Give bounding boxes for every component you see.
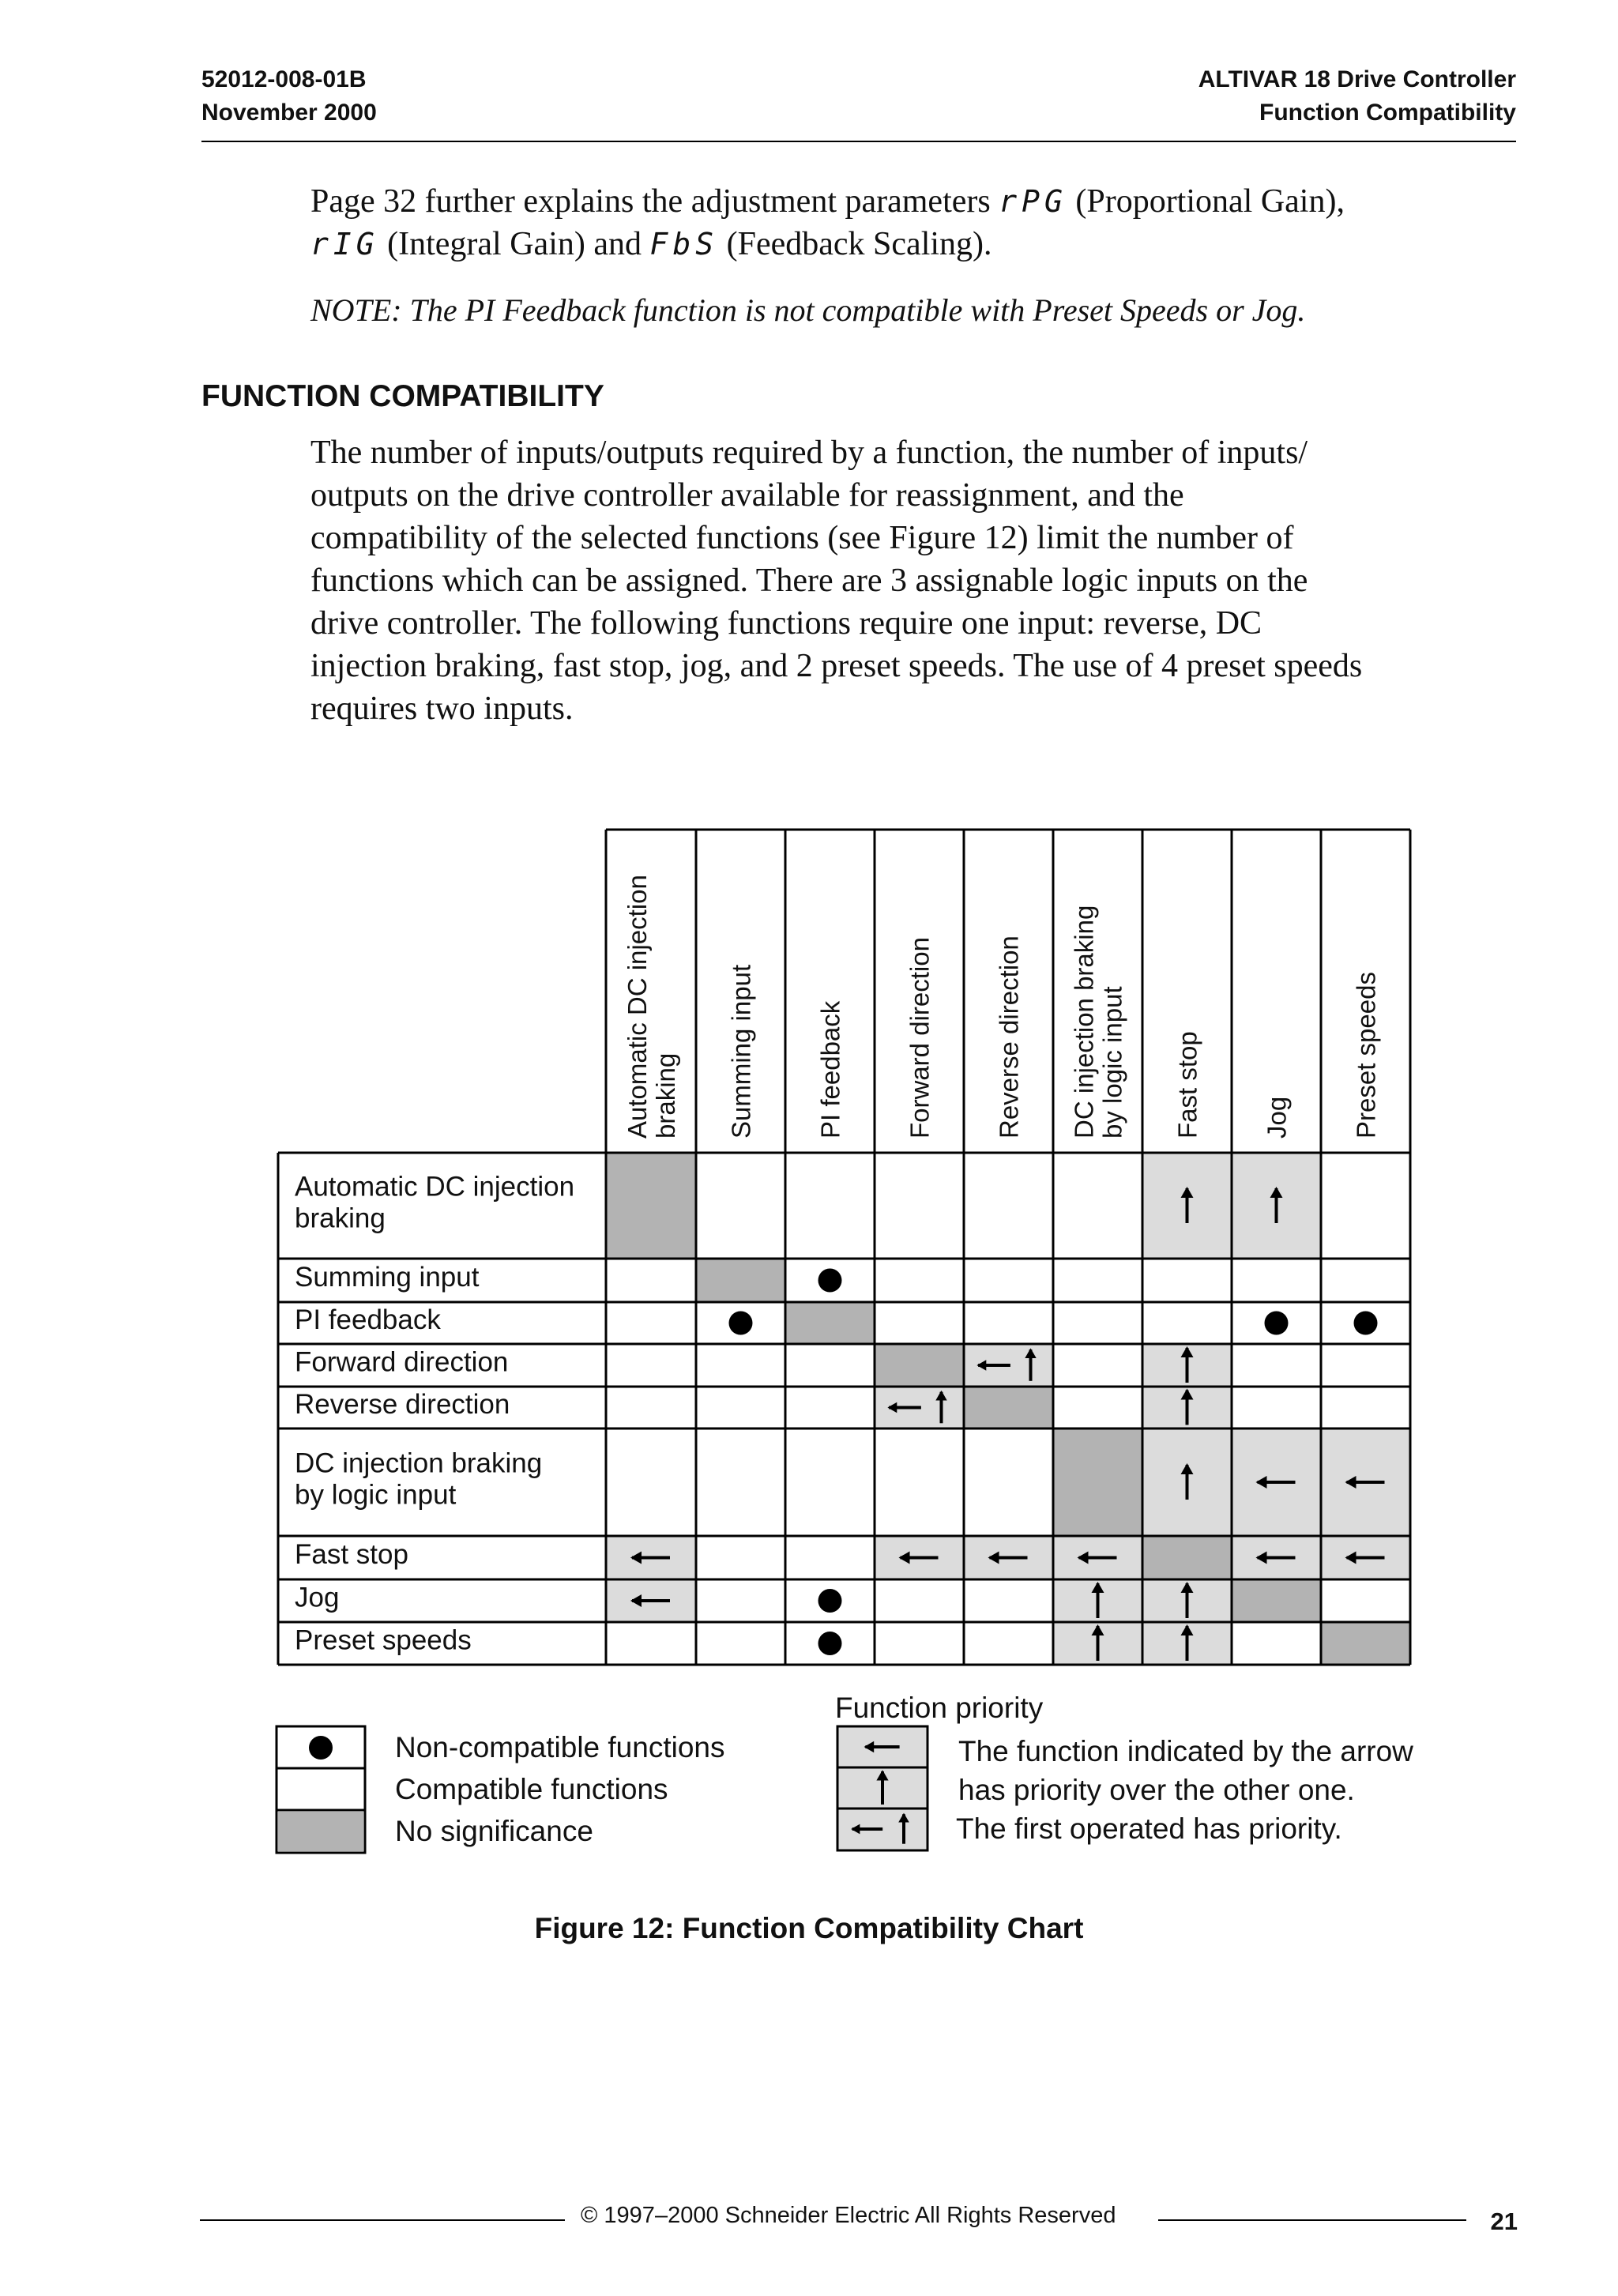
footer-rule-left [200, 2219, 565, 2221]
cell-no-significance [964, 1387, 1053, 1428]
column-label: Forward direction [905, 937, 935, 1139]
body-line: The number of inputs/outputs required by a function, the number of inputs/ [310, 435, 1308, 471]
legend-label-noncompatible: Non-compatible functions [395, 1730, 725, 1763]
priority-title: Function priority [835, 1691, 1044, 1724]
matrix-fills [606, 1153, 1410, 1665]
column-label: Automatic DC injection [623, 875, 652, 1139]
column-label: Fast stop [1172, 1031, 1202, 1139]
legend [277, 1692, 1413, 1853]
doc-date: November 2000 [201, 100, 377, 126]
body-line: functions which can be assigned. There are 3 assignable logic inputs on the [310, 563, 1308, 599]
cell-no-significance [875, 1344, 964, 1387]
matrix-cell-mark [729, 1312, 753, 1335]
product-name: ALTIVAR 18 Drive Controller [1198, 66, 1516, 92]
intro-text-1: Page 32 further explains the adjustment parameters [310, 183, 999, 220]
matrix-cell-mark [818, 1589, 842, 1613]
cell-no-significance [696, 1259, 785, 1302]
footer-rule-right [1158, 2219, 1466, 2221]
cell-no-significance [606, 1153, 696, 1259]
row-label: PI feedback [295, 1304, 441, 1335]
legend-dot-icon [309, 1736, 333, 1760]
matrix-cell-mark [818, 1632, 842, 1655]
body-line: injection braking, fast stop, jog, and 2 preset speeds. The use of 4 preset speeds [310, 648, 1363, 684]
cell-no-significance [1142, 1536, 1232, 1579]
row-label: DC injection braking [295, 1447, 543, 1479]
row-label: Fast stop [295, 1538, 408, 1570]
body-line: requires two inputs. [310, 691, 574, 727]
cell-no-significance [1321, 1622, 1410, 1665]
section-name: Function Compatibility [1259, 100, 1516, 126]
column-label: Preset speeds [1351, 972, 1381, 1139]
priority-line-3: The first operated has priority. [956, 1812, 1342, 1845]
legend-label-compatible: Compatible functions [395, 1772, 668, 1805]
column-label: Reverse direction [994, 935, 1024, 1139]
param-fbs: FbS [649, 227, 719, 262]
row-label: braking [295, 1203, 386, 1234]
row-label: Preset speeds [295, 1624, 472, 1656]
dot-icon [729, 1312, 753, 1335]
column-label: PI feedback [815, 1000, 845, 1139]
intro-text-4: (Feedback Scaling). [718, 226, 992, 262]
section-title: FUNCTION COMPATIBILITY [201, 379, 604, 413]
legend-label-nosignificance: No significance [395, 1814, 593, 1847]
column-labels [623, 875, 1381, 1139]
matrix-cell-mark [818, 1269, 842, 1293]
priority-line-1: The function indicated by the arrow [958, 1734, 1413, 1767]
row-labels [295, 1171, 574, 1655]
doc-number: 52012-008-01B [201, 66, 367, 92]
column-label: braking [651, 1052, 680, 1139]
figure-caption: Figure 12: Function Compatibility Chart [534, 1912, 1084, 1944]
cell-no-significance [785, 1302, 875, 1344]
column-label: Jog [1262, 1096, 1292, 1139]
dot-icon [818, 1589, 842, 1613]
matrix-cell-mark [1265, 1312, 1289, 1335]
dot-icon [818, 1632, 842, 1655]
row-label: Automatic DC injection [295, 1171, 575, 1203]
footer-copyright: © 1997–2000 Schneider Electric All Rights Reserved [581, 2203, 1116, 2228]
row-label: Jog [295, 1582, 340, 1613]
row-label: Forward direction [295, 1346, 509, 1378]
cell-no-significance [1053, 1428, 1142, 1536]
note-text: NOTE: The PI Feedback function is not compatible with Preset Speeds or Jog. [310, 292, 1306, 328]
column-label: Summing input [726, 964, 756, 1139]
body-line: outputs on the drive controller available for reassignment, and the [310, 477, 1184, 514]
intro-text-3: (Integral Gain) and [378, 226, 650, 262]
dot-icon [1354, 1312, 1378, 1335]
priority-line-2: has priority over the other one. [958, 1773, 1355, 1806]
row-label: Summing input [295, 1261, 480, 1293]
body-line: drive controller. The following functions require one input: reverse, DC [310, 605, 1262, 642]
column-label: by logic input [1097, 986, 1127, 1139]
intro-text-2: (Proportional Gain), [1067, 183, 1345, 220]
cell-no-significance [1232, 1579, 1321, 1622]
param-rpg: rPG [999, 184, 1067, 219]
page-number: 21 [1490, 2208, 1518, 2235]
body-line: compatibility of the selected functions (see Figure 12) limit the number of [310, 520, 1294, 556]
matrix-cell-mark [1354, 1312, 1378, 1335]
row-label: by logic input [295, 1479, 457, 1511]
row-label: Reverse direction [295, 1388, 510, 1420]
dot-icon [818, 1269, 842, 1293]
legend-grey-swatch [278, 1812, 363, 1851]
dot-icon [1265, 1312, 1289, 1335]
param-rig: rIG [310, 227, 379, 262]
column-label: DC injection braking [1069, 905, 1099, 1139]
